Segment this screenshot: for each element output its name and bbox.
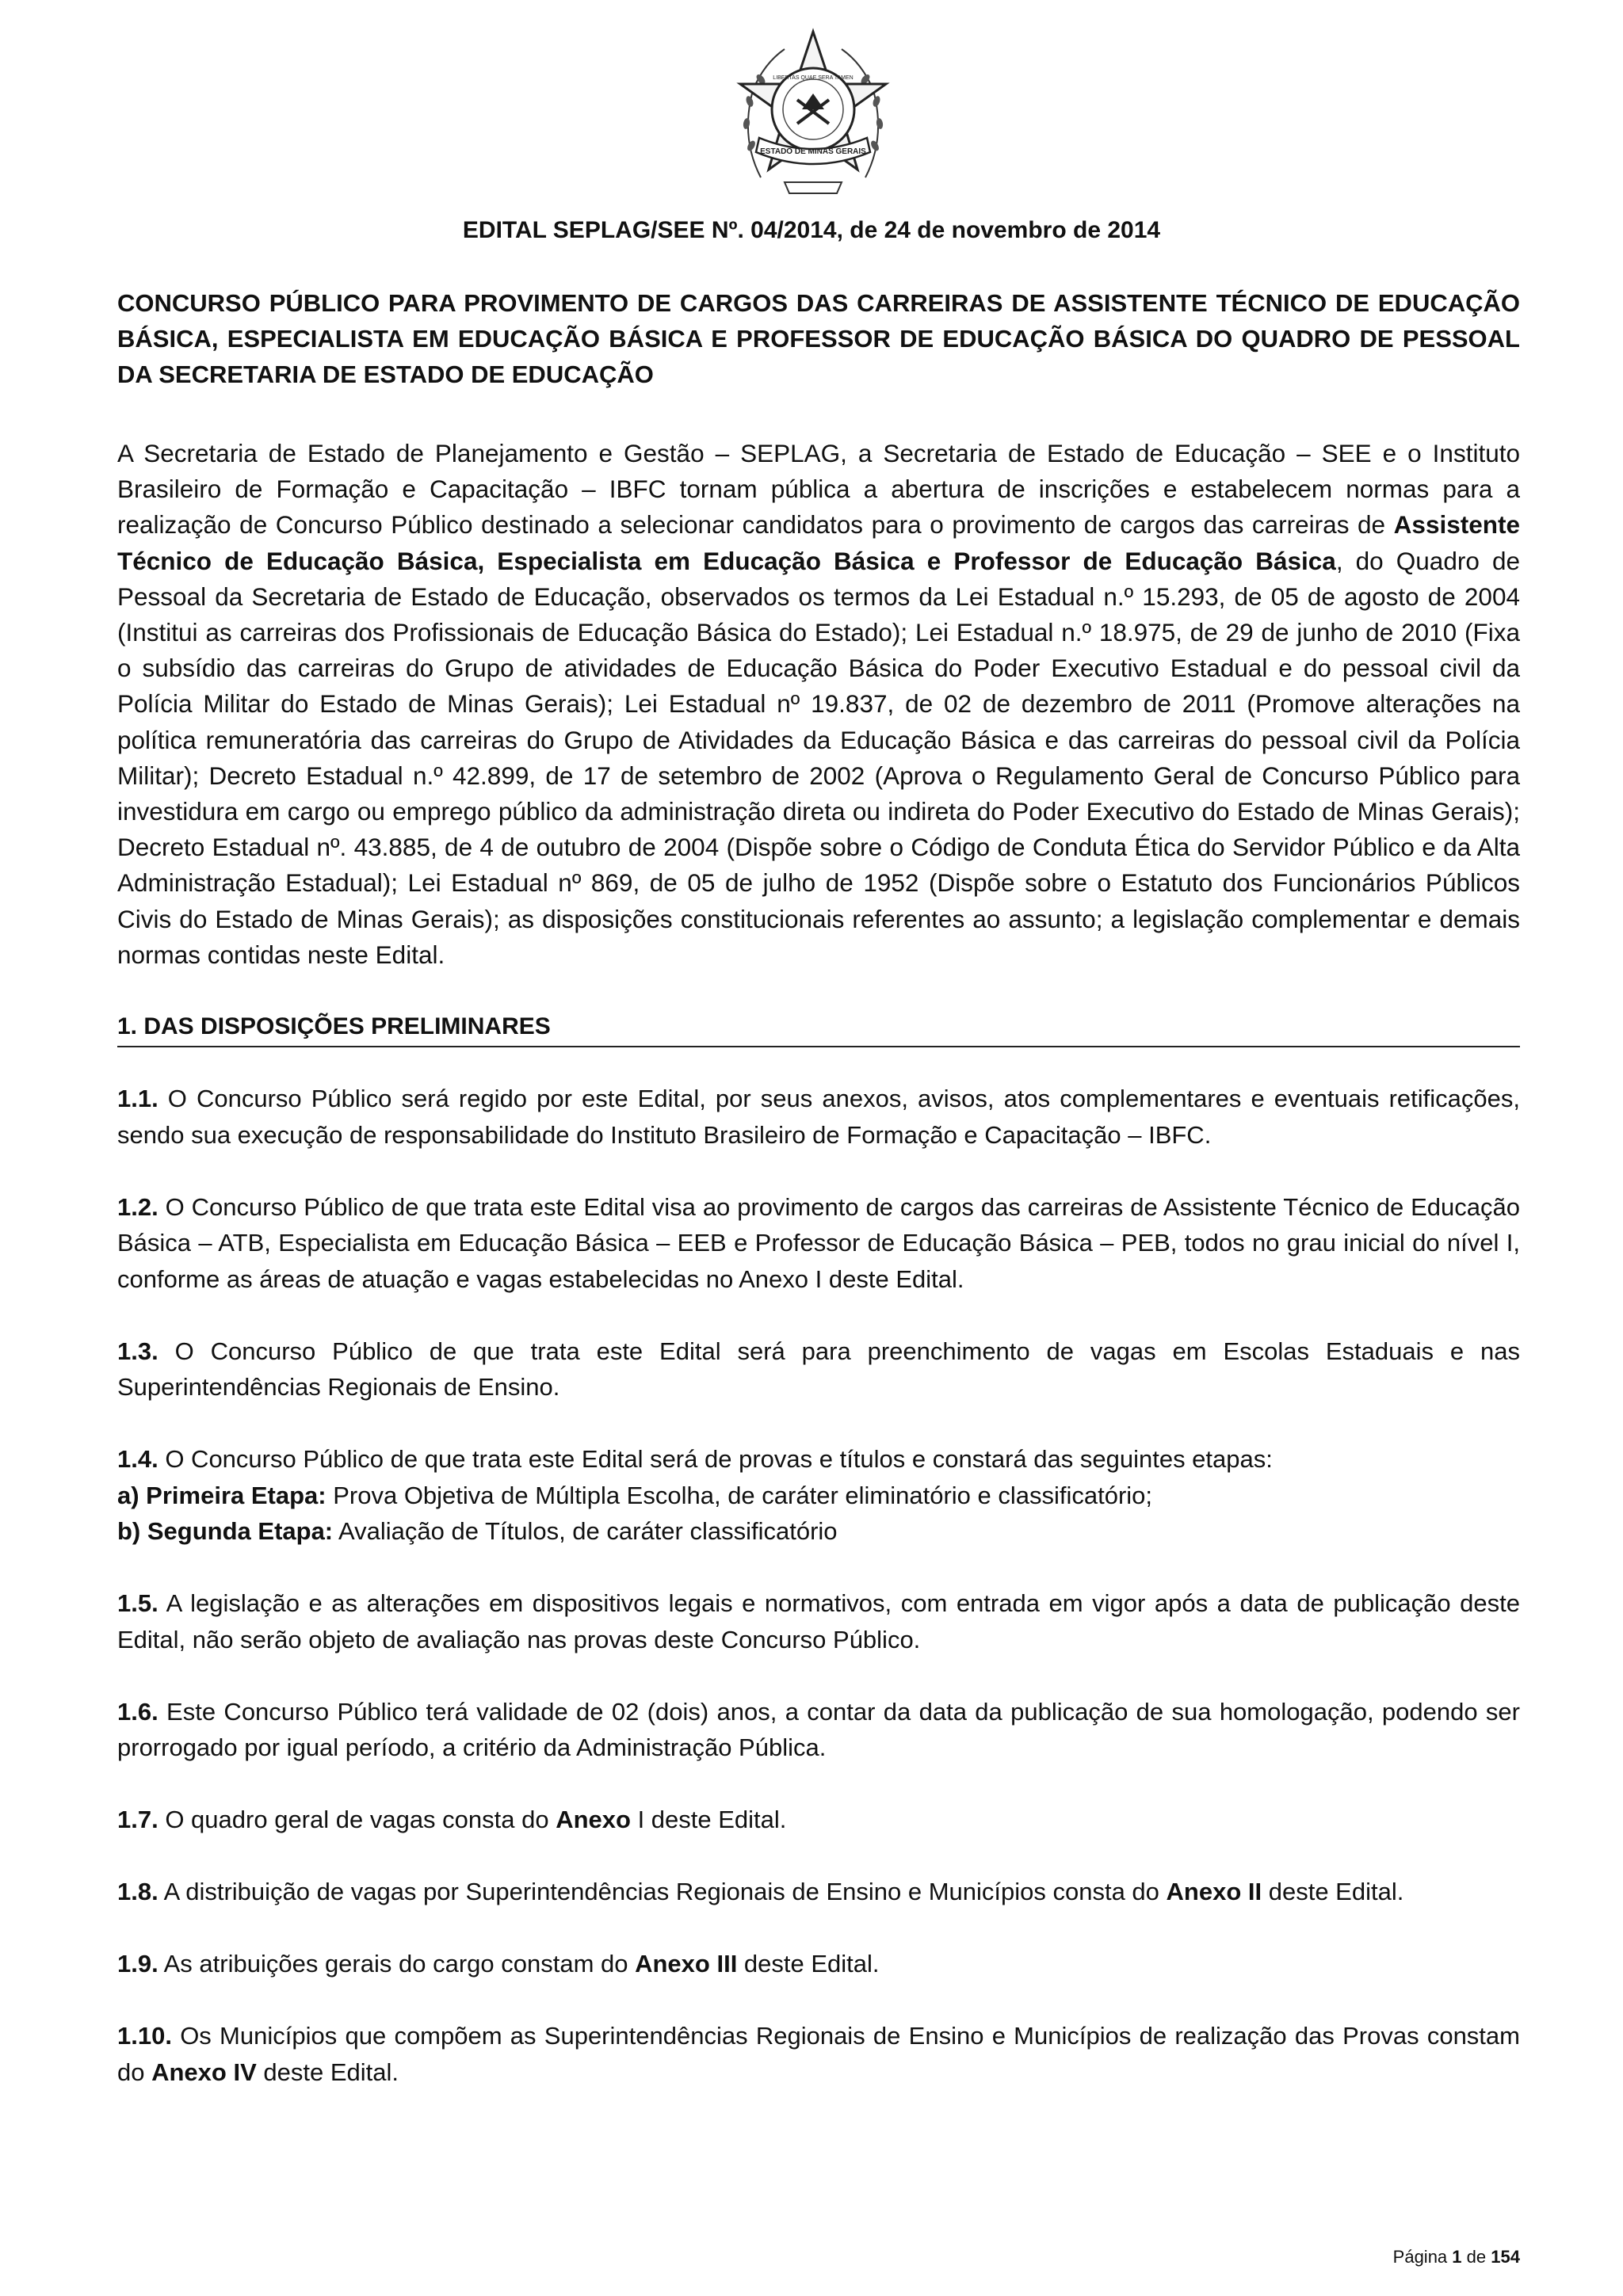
clause-text: O Concurso Público de que trata este Edital será para preenchimento de vagas em Escolas Estaduais e nas Superintendências Regionais de Ensino. xyxy=(117,1337,1520,1402)
clause-text: As atribuições gerais do cargo constam do xyxy=(158,1950,636,1978)
document-body xyxy=(117,285,1520,2126)
annex-reference: Anexo IV xyxy=(151,2058,257,2086)
clause-text: Os Municípios que compõem as Superintendências Regionais de Ensino e Municípios de realização das Provas constam do xyxy=(117,2022,1520,2086)
state-seal-emblem xyxy=(729,27,897,200)
clause-text: O Concurso Público será regido por este Edital, por seus anexos, avisos, atos complementares e eventuais retificações, sendo sua execução de responsabilidade do Instituto Brasileiro de Formação e Capacitação – IBFC. xyxy=(117,1085,1520,1149)
clause-1-7 xyxy=(117,1802,1520,1838)
clause-1-5 xyxy=(117,1585,1520,1657)
clause-text: O Concurso Público de que trata este Edital será de provas e títulos e constará das seguintes etapas: xyxy=(158,1445,1273,1474)
stage-a-text: Prova Objetiva de Múltipla Escolha, de caráter eliminatório e classificatório; xyxy=(326,1481,1153,1509)
total-pages: 154 xyxy=(1491,2247,1520,2267)
clause-text-end: deste Edital. xyxy=(256,2058,399,2086)
clause-1-8 xyxy=(117,1874,1520,1910)
clause-text: O quadro geral de vagas consta do xyxy=(158,1806,556,1834)
clause-number: 1.3. xyxy=(117,1337,158,1365)
intro-text-part2: , do Quadro de Pessoal da Secretaria de Estado de Educação, observados os termos da Lei Estadual n.º 15.293, de 05 de agosto de 2004 (Institui as carreiras dos Profissionais de Educação Básica do Estado); Lei Estadual n.º 18.975, de 29 de junho de 2010 (Fixa o subsídio das carreiras do Grupo de atividades de Educação Básica do Poder Executivo Estadual e do pessoal civil da Polícia Militar do Estado de Minas Gerais); Lei Estadual nº 19.837, de 02 de dezembro de 2011 (Promove alterações na política remuneratória das carreiras do Grupo de Atividades da Educação Básica e das carreiras do pessoal civil da Polícia Militar); Decreto Estadual n.º 42.899, de 17 de setembro de 2002 (Aprova o Regulamento Geral de Concurso Público para investidura em cargo ou emprego público da administração direta ou indireta do Poder Executivo do Estado de Minas Gerais); Decreto Estadual nº. 43.885, de 4 de outubro de 2004 (Dispõe sobre o Código de Conduta Ética do Servidor Público e da Alta Administração Estadual); Lei Estadual nº 869, de 05 de julho de 1952 (Dispõe sobre o Estatuto dos Funcionários Públicos Civis do Estado de Minas Gerais); as disposições constitucionais referentes ao assunto; a legislação complementar e demais normas contidas neste Edital. xyxy=(117,546,1520,969)
section-1-title: 1. DAS DISPOSIÇÕES PRELIMINARES xyxy=(117,1009,1520,1047)
page-separator: de xyxy=(1466,2247,1487,2267)
clause-1-1 xyxy=(117,1081,1520,1153)
clause-text-end: I deste Edital. xyxy=(630,1806,787,1834)
annex-reference: Anexo xyxy=(556,1806,631,1834)
clause-number: 1.1. xyxy=(117,1085,158,1113)
clause-number: 1.9. xyxy=(117,1950,158,1978)
clause-1-10 xyxy=(117,2018,1520,2090)
seal-motto: LIBERTAS QUAE SERA TAMEN xyxy=(773,75,854,81)
clause-number: 1.2. xyxy=(117,1192,158,1221)
clause-1-4-intro xyxy=(117,1441,1520,1478)
seal-state-label: ESTADO DE MINAS GERAIS xyxy=(760,147,866,156)
clause-1-9 xyxy=(117,1946,1520,1982)
clause-number: 1.5. xyxy=(117,1589,158,1618)
stage-b-label: b) Segunda Etapa: xyxy=(117,1517,334,1546)
intro-text-part1: A Secretaria de Estado de Planejamento e Gestão – SEPLAG, a Secretaria de Estado de Educação – SEE e o Instituto Brasileiro de Formação e Capacitação – IBFC tornam pública a abertura de inscrições e estabelecem normas para a realização de Concurso Público destinado a selecionar candidatos para o provimento de cargos das carreiras de xyxy=(117,439,1520,540)
clause-1-3 xyxy=(117,1333,1520,1405)
annex-reference: Anexo II xyxy=(1166,1878,1262,1906)
clause-1-4 xyxy=(117,1441,1520,1550)
clause-text-end: deste Edital. xyxy=(1262,1878,1404,1906)
clause-text: Este Concurso Público terá validade de 02 (dois) anos, a contar da data da publicação de sua homologação, podendo ser prorrogado por igual período, a critério da Administração Pública. xyxy=(117,1697,1520,1762)
page-label: Página xyxy=(1392,2247,1448,2267)
stage-a-label: a) Primeira Etapa: xyxy=(117,1481,327,1509)
page-number-footer xyxy=(1393,2245,1520,2269)
concurso-heading: CONCURSO PÚBLICO PARA PROVIMENTO DE CARGOS DAS CARREIRAS DE ASSISTENTE TÉCNICO DE EDUCAÇÃO BÁSICA, ESPECIALISTA EM EDUCAÇÃO BÁSICA E PROFESSOR DE EDUCAÇÃO BÁSICA DO QUADRO DE PESSOAL DA SECRETARIA DE ESTADO DE EDUCAÇÃO xyxy=(117,289,1520,388)
intro-careers-bold: Assistente Técnico de Educação Básica, Especialista em Educação Básica e Professor de Educação Básica xyxy=(117,510,1520,575)
stage-b-text: Avaliação de Títulos, de caráter classificatório xyxy=(333,1517,838,1546)
clause-number: 1.8. xyxy=(117,1878,158,1906)
clause-number: 1.7. xyxy=(117,1806,158,1834)
stage-a xyxy=(117,1478,1520,1514)
clause-text: O Concurso Público de que trata este Edital visa ao provimento de cargos das carreiras de Assistente Técnico de Educação Básica – ATB, Especialista em Educação Básica – EEB e Professor de Educação Básica – PEB, todos no grau inicial do nível I, conforme as áreas de atuação e vagas estabelecidas no Anexo I deste Edital. xyxy=(117,1192,1520,1293)
clause-number: 1.10. xyxy=(117,2022,172,2050)
clause-number: 1.4. xyxy=(117,1445,158,1474)
clause-1-6 xyxy=(117,1694,1520,1766)
edital-title: EDITAL SEPLAG/SEE Nº. 04/2014, de 24 de novembro de 2014 xyxy=(462,217,1161,243)
clause-number: 1.6. xyxy=(117,1697,158,1726)
clause-1-2 xyxy=(117,1189,1520,1298)
clause-text-end: deste Edital. xyxy=(737,1950,880,1978)
annex-reference: Anexo III xyxy=(635,1950,738,1978)
clause-text: A legislação e as alterações em dispositivos legais e normativos, com entrada em vigor após a data de publicação deste Edital, não serão objeto de avaliação nas provas deste Concurso Público. xyxy=(117,1589,1520,1653)
intro-paragraph xyxy=(117,436,1520,973)
stage-b xyxy=(117,1513,1520,1550)
current-page: 1 xyxy=(1452,2247,1462,2267)
clause-text: A distribuição de vagas por Superintendências Regionais de Ensino e Municípios consta do xyxy=(158,1878,1167,1906)
